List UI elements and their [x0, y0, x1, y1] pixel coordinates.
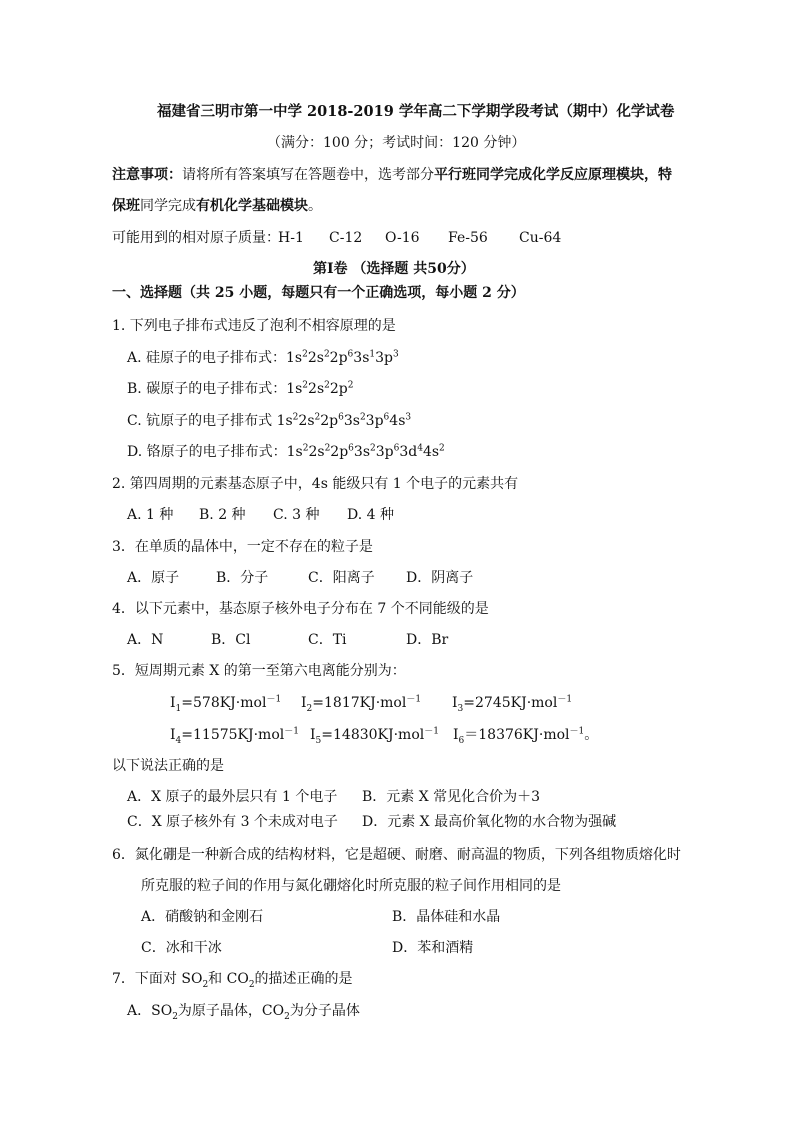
ionization-energy-2: $I_2=1817KJ\cdot mol^{-1}$ [301, 694, 422, 714]
question-1-option-d: D. 铬原子的电子排布式：$1s^22s^22p^63s^23p^63d^44s^2$ [127, 443, 445, 460]
ionization-energy-5: $I_5=14830KJ\cdot mol^{-1}$ [310, 726, 439, 746]
question-2-option-b: B. 2 种 [199, 507, 246, 523]
atomic-masses-label: 可能用到的相对原子质量： [112, 230, 280, 246]
question-4-option-d: D．Br [406, 632, 449, 648]
question-2-option-c: C. 3 种 [273, 507, 320, 523]
question-6-option-a: A．硝酸钠和金刚石 [141, 909, 264, 925]
question-5-lead: 以下说法正确的是 [112, 758, 224, 774]
question-5-option-c: C．X 原子核外有 3 个未成对电子 [127, 814, 338, 830]
notice-line2-text-1: 同学完成 [140, 198, 196, 214]
question-6-option-c: C．冰和干冰 [141, 940, 222, 956]
question-5-option-a: A．X 原子的最外层只有 1 个电子 [127, 789, 338, 805]
question-3-option-c: C．阳离子 [308, 570, 375, 586]
question-2-option-d: D. 4 种 [347, 507, 394, 523]
notice-line2-text-2: 。 [308, 198, 322, 214]
question-1-option-b: B. 碳原子的电子排布式：$1s^22s^22p^2$ [127, 380, 354, 397]
atomic-mass-item: C-12 [329, 230, 363, 246]
ionization-energy-1: $I_1=578KJ\cdot mol^{-1}$ [170, 694, 282, 714]
question-4-option-b: B．Cl [211, 632, 251, 648]
question-1-option-a: A. 硅原子的电子排布式：$1s^22s^22p^63s^13p^3$ [127, 349, 399, 366]
question-4-stem: 4．以下元素中，基态原子核外电子分布在 7 个不同能级的是 [112, 601, 489, 617]
notice-line-1 [112, 166, 672, 184]
notice-line2-bold-2: 有机化学基础模块 [196, 198, 308, 214]
atomic-mass-item: H-1 [278, 230, 304, 246]
question-5-option-d: D．元素 X 最高价氧化物的水合物为强碱 [362, 814, 617, 830]
question-2-option-a: A. 1 种 [127, 507, 174, 523]
question-5-stem: 5．短周期元素 X 的第一至第六电离能分别为： [112, 663, 406, 679]
exam-subtitle: （满分：100 分；考试时间：120 分钟） [267, 135, 526, 151]
question-7-stem: 7．下面对 $SO_2$和 $CO_2$的描述正确的是 [112, 971, 353, 990]
exam-title: 福建省三明市第一中学 2018-2019 学年高二下学期学段考试（期中）化学试卷 [157, 103, 675, 120]
question-6-stem-line-2: 所克服的粒子间的作用与氮化硼熔化时所克服的粒子间作用相同的是 [141, 878, 561, 894]
question-4-option-c: C．Ti [308, 632, 347, 648]
question-6-stem-line-1: 6．氮化硼是一种新合成的结构材料，它是超硬、耐磨、耐高温的物质，下列各组物质熔化时 [112, 847, 681, 863]
atomic-mass-item: Fe-56 [448, 230, 488, 246]
part-title: 一、选择题（共 25 小题，每题只有一个正确选项，每小题 2 分） [112, 285, 525, 301]
question-4-option-a: A．N [127, 632, 164, 648]
question-2-stem: 2. 第四周期的元素基态原子中，4s 能级只有 1 个电子的元素共有 [112, 476, 519, 492]
notice-line2-bold-1: 保班 [112, 198, 140, 214]
question-3-option-d: D．阴离子 [406, 570, 474, 586]
atomic-mass-item: O-16 [385, 230, 420, 246]
notice-label: 注意事项： [112, 167, 182, 183]
notice-text-1: 请将所有答案填写在答题卷中，选考部分 [182, 167, 434, 183]
notice-text-2: ，特 [644, 167, 672, 183]
question-1-stem: 1. 下列电子排布式违反了泡利不相容原理的是 [112, 318, 396, 334]
question-7-option-a: A．$SO_2$为原子晶体，$CO_2$为分子晶体 [127, 1003, 360, 1022]
question-6-option-b: B．晶体硅和水晶 [392, 909, 501, 925]
ionization-energy-6: $I_6=18376KJ\cdot mol^{-1}$。 [453, 726, 599, 746]
question-3-option-b: B．分子 [216, 570, 269, 586]
volume-title: 第Ⅰ卷 （选择题 共50分） [313, 261, 475, 277]
ionization-energy-3: $I_3=2745KJ\cdot mol^{-1}$ [452, 694, 573, 714]
question-5-option-b: B．元素 X 常见化合价为＋3 [362, 789, 541, 805]
question-3-option-a: A．原子 [127, 570, 180, 586]
notice-bold-1: 平行班同学完成化学反应原理模块 [434, 167, 644, 183]
question-3-stem: 3．在单质的晶体中，一定不存在的粒子是 [112, 539, 373, 555]
question-1-option-c: C. 钪原子的电子排布式 $1s^22s^22p^63s^23p^64s^3$ [127, 412, 412, 429]
notice-line-2 [112, 197, 322, 215]
question-6-option-d: D．苯和酒精 [392, 940, 474, 956]
ionization-energy-4: $I_4=11575KJ\cdot mol^{-1}$ [170, 726, 299, 746]
atomic-mass-item: Cu-64 [519, 230, 562, 246]
